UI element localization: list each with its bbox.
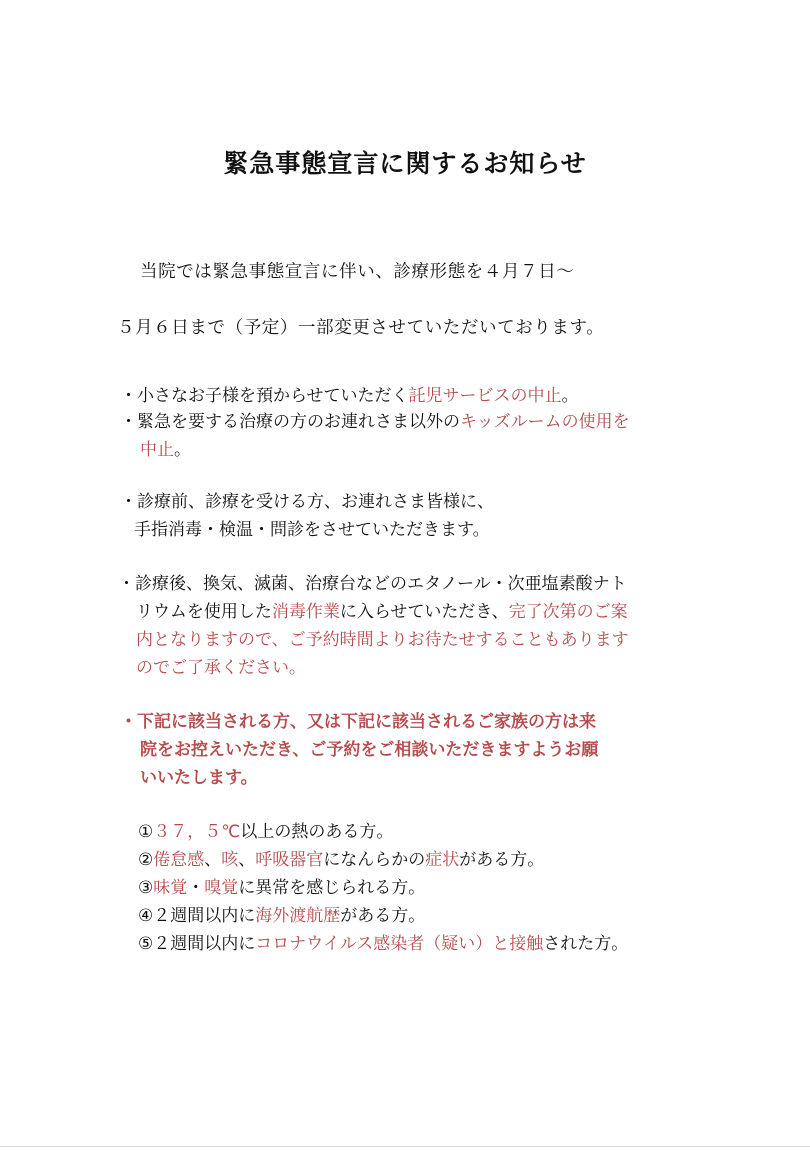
condition-3-highlight-1: 味覚	[153, 878, 188, 898]
bullet-4-line-3: 内となりますので、ご予約時間よりお待たせすることもあります	[136, 630, 629, 650]
bullet-2-highlight-2: 中止	[140, 440, 174, 460]
condition-5-text-1: ２週間以内に	[153, 934, 256, 954]
condition-2-end: がある方。	[459, 850, 545, 870]
condition-5	[138, 930, 628, 958]
page-bottom-border	[0, 1146, 810, 1147]
bullet-5	[120, 708, 596, 736]
condition-4-text-2: がある方。	[340, 906, 426, 926]
bullet-4-line-4: のでご了承ください。	[136, 658, 306, 678]
condition-number: ③	[138, 878, 154, 898]
condition-2-sep-1: 、	[204, 850, 222, 870]
condition-3-sep: ・	[187, 878, 205, 898]
intro-line-1: 当院では緊急事態宣言に伴い、診療形態を４月７日〜	[140, 262, 575, 282]
condition-5-highlight: コロナウイルス感染者（疑い）と接触	[255, 934, 544, 954]
bullet-3-line-1: 診療前、診療を受ける方、お連れさま皆様に、	[137, 492, 494, 512]
condition-4-highlight: 海外渡航歴	[255, 906, 341, 926]
bullet-marker: ・	[120, 412, 137, 432]
condition-number: ④	[138, 906, 154, 926]
bullet-4-text-a: リウムを使用した	[136, 602, 272, 622]
page-title: 緊急事態宣言に関するお知らせ	[223, 149, 587, 178]
bullet-marker: ・	[118, 574, 135, 594]
bullet-5-line-2: 院をお控えいただき、ご予約をご相談いただきますようお願	[140, 740, 599, 760]
bullet-2	[120, 408, 630, 436]
bullet-1-highlight: 託児サービスの中止	[408, 386, 562, 406]
condition-2-highlight-2: 咳	[221, 850, 239, 870]
bullet-5-line-3: いいたします。	[140, 768, 258, 788]
bullet-4-text-b: に入らせていただき、	[339, 602, 509, 622]
bullet-1-text: 小さなお子様を預からせていただく	[137, 386, 409, 406]
condition-1-text: 以上の熱のある方。	[240, 822, 394, 842]
bullet-2-cont	[140, 436, 191, 464]
condition-2-text: になんらかの	[323, 850, 426, 870]
condition-2	[138, 846, 544, 874]
condition-2-highlight-1: 倦怠感	[153, 850, 205, 870]
bullet-5-line-1: 下記に該当される方、又は下記に該当されるご家族の方は来	[137, 712, 596, 732]
condition-2-highlight-4: 症状	[425, 850, 460, 870]
bullet-marker: ・	[120, 712, 137, 732]
condition-number: ②	[138, 850, 154, 870]
bullet-1-end: 。	[561, 386, 579, 406]
condition-5-text-2: された方。	[543, 934, 629, 954]
bullet-marker: ・	[120, 386, 137, 406]
bullet-4	[118, 570, 627, 598]
bullet-4-line-2	[136, 598, 628, 626]
condition-2-sep-2: 、	[238, 850, 256, 870]
condition-number: ①	[138, 822, 154, 842]
condition-4	[138, 902, 425, 930]
intro-line-2: ５月６日まで（予定）一部変更させていただいております。	[117, 318, 605, 338]
condition-3	[138, 874, 425, 902]
bullet-2-text: 緊急を要する治療の方のお連れさま以外の	[137, 412, 460, 432]
condition-number: ⑤	[138, 934, 154, 954]
condition-3-text: に異常を感じられる方。	[238, 878, 426, 898]
condition-3-highlight-2: 嗅覚	[204, 878, 239, 898]
bullet-4-highlight-2: 完了次第のご案	[508, 602, 628, 622]
bullet-3-line-2: 手指消毒・検温・問診をさせていただきます。	[134, 520, 490, 540]
bullet-2-highlight: キッズルームの使用を	[460, 412, 630, 432]
bullet-3	[120, 488, 494, 516]
bullet-2-end: 。	[174, 440, 191, 460]
condition-2-highlight-3: 呼吸器官	[255, 850, 324, 870]
bullet-4-highlight-1: 消毒作業	[271, 602, 340, 622]
condition-4-text-1: ２週間以内に	[153, 906, 256, 926]
bullet-1	[120, 382, 579, 410]
bullet-marker: ・	[120, 492, 137, 512]
bullet-4-line-1: 診療後、換気、滅菌、治療台などのエタノール・次亜塩素酸ナト	[135, 574, 627, 594]
condition-1-highlight: ３７，５℃	[153, 822, 241, 842]
condition-1	[138, 818, 393, 846]
